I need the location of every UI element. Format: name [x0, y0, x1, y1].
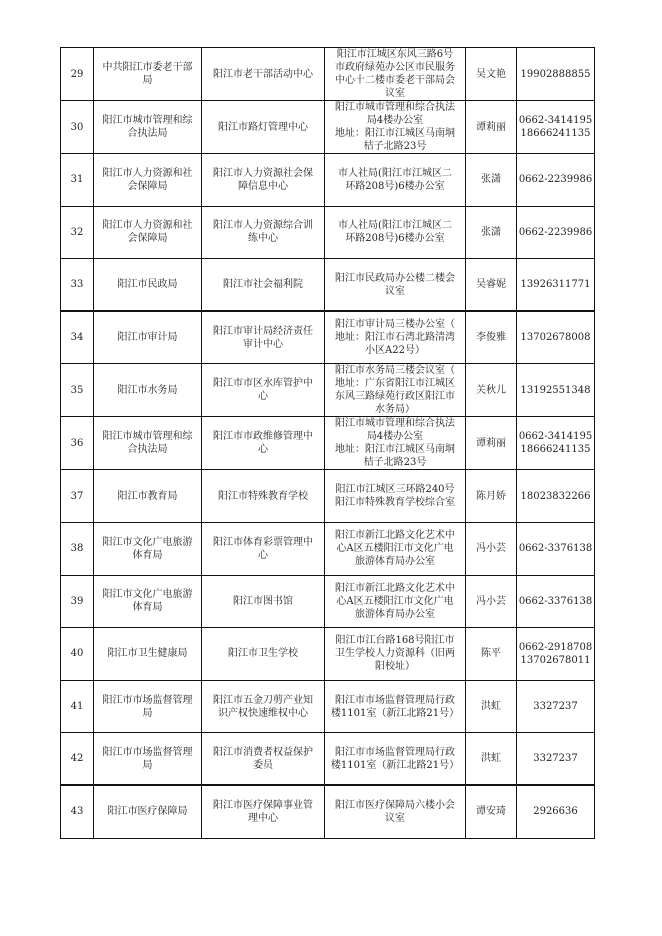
contact-person-cell: 吴文艳 — [466, 48, 517, 101]
address-cell: 阳江市江城区三环路240号 阳江市特殊教育学校综合室 — [325, 470, 466, 523]
department-cell: 阳江市人力资源和社 会保障局 — [94, 154, 202, 207]
contact-person-cell: 谭安琦 — [466, 785, 517, 838]
address-cell: 阳江市市场监督管理局行政 楼1101室（新江北路21号） — [325, 733, 466, 786]
address-cell: 阳江市江城区东风三路6号 市政府绿苑办公区市民服务 中心十二楼市委老干部局会 议室 — [325, 48, 466, 101]
department-cell: 阳江市文化广电旅游 体育局 — [94, 575, 202, 628]
department-cell: 阳江市卫生健康局 — [94, 628, 202, 681]
table-row — [61, 733, 595, 786]
department-cell: 阳江市医疗保障局 — [94, 785, 202, 838]
phone-cell: 0662-3414195 18666241135 — [517, 101, 595, 154]
row-number-cell: 39 — [61, 575, 94, 628]
contact-person-cell: 洪虹 — [466, 680, 517, 733]
hiring-unit-cell: 阳江市社会福利院 — [202, 259, 325, 312]
department-cell: 阳江市文化广电旅游 体育局 — [94, 522, 202, 575]
row-number-cell: 42 — [61, 733, 94, 786]
address-cell: 市人社局(阳江市江城区二 环路208号)6楼办公室 — [325, 206, 466, 259]
row-number-cell: 30 — [61, 101, 94, 154]
table-row — [61, 785, 595, 838]
row-number-cell: 33 — [61, 259, 94, 312]
address-cell: 阳江市城市管理和综合执法 局4楼办公室 地址：阳江市江城区马南垌 桔子北路23号 — [325, 417, 466, 470]
contact-person-cell: 李俊雅 — [466, 311, 517, 364]
hiring-unit-cell: 阳江市五金刀剪产业知 识产权快速维权中心 — [202, 680, 325, 733]
table-row — [61, 522, 595, 575]
row-number-cell: 36 — [61, 417, 94, 470]
table-row — [61, 628, 595, 681]
department-cell: 中共阳江市委老干部 局 — [94, 48, 202, 101]
hiring-unit-cell: 阳江市审计局经济责任 审计中心 — [202, 311, 325, 364]
recruitment-contact-table — [60, 47, 595, 839]
contact-person-cell: 谭莉丽 — [466, 417, 517, 470]
hiring-unit-cell: 阳江市人力资源综合训 练中心 — [202, 206, 325, 259]
address-cell: 阳江市新江北路文化艺术中 心A区五楼阳江市文化广电 旅游体育局办公室 — [325, 522, 466, 575]
hiring-unit-cell: 阳江市老干部活动中心 — [202, 48, 325, 101]
department-cell: 阳江市城市管理和综 合执法局 — [94, 417, 202, 470]
hiring-unit-cell: 阳江市卫生学校 — [202, 628, 325, 681]
department-cell: 阳江市审计局 — [94, 311, 202, 364]
table-row — [61, 259, 595, 312]
address-cell: 阳江市审计局三楼办公室（ 地址：阳江市石湾北路清湾 小区A22号） — [325, 311, 466, 364]
hiring-unit-cell: 阳江市医疗保障事业管 理中心 — [202, 785, 325, 838]
contact-person-cell: 洪虹 — [466, 733, 517, 786]
table-row — [61, 101, 595, 154]
row-number-cell: 35 — [61, 364, 94, 417]
department-cell: 阳江市市场监督管理 局 — [94, 680, 202, 733]
phone-cell: 19902888855 — [517, 48, 595, 101]
address-cell: 阳江市城市管理和综合执法 局4楼办公室 地址：阳江市江城区马南垌 桔子北路23号 — [325, 101, 466, 154]
phone-cell: 13926311771 — [517, 259, 595, 312]
table-row — [61, 417, 595, 470]
address-cell: 阳江市江台路168号阳江市 卫生学校人力资源科（旧两 阳校址） — [325, 628, 466, 681]
row-number-cell: 29 — [61, 48, 94, 101]
contact-person-cell: 张潇 — [466, 154, 517, 207]
hiring-unit-cell: 阳江市消费者权益保护 委员 — [202, 733, 325, 786]
hiring-unit-cell: 阳江市市政维修管理中 心 — [202, 417, 325, 470]
department-cell: 阳江市人力资源和社 会保障局 — [94, 206, 202, 259]
phone-cell: 3327237 — [517, 680, 595, 733]
table-row — [61, 206, 595, 259]
phone-cell: 13192551348 — [517, 364, 595, 417]
row-number-cell: 37 — [61, 470, 94, 523]
row-number-cell: 31 — [61, 154, 94, 207]
table-row — [61, 48, 595, 101]
contact-person-cell: 关秋儿 — [466, 364, 517, 417]
phone-cell: 0662-2239986 — [517, 206, 595, 259]
phone-cell: 0662-2239986 — [517, 154, 595, 207]
phone-cell: 0662-3376138 — [517, 575, 595, 628]
hiring-unit-cell: 阳江市体育彩票管理中 心 — [202, 522, 325, 575]
contact-person-cell: 吴睿妮 — [466, 259, 517, 312]
hiring-unit-cell: 阳江市路灯管理中心 — [202, 101, 325, 154]
address-cell: 市人社局(阳江市江城区二 环路208号)6楼办公室 — [325, 154, 466, 207]
address-cell: 阳江市民政局办公楼二楼会 议室 — [325, 259, 466, 312]
department-cell: 阳江市教育局 — [94, 470, 202, 523]
contact-person-cell: 谭莉丽 — [466, 101, 517, 154]
department-cell: 阳江市市场监督管理 局 — [94, 733, 202, 786]
contact-person-cell: 冯小芸 — [466, 522, 517, 575]
row-number-cell: 34 — [61, 311, 94, 364]
hiring-unit-cell: 阳江市特殊教育学校 — [202, 470, 325, 523]
contact-person-cell: 陈平 — [466, 628, 517, 681]
table-row — [61, 680, 595, 733]
phone-cell: 2926636 — [517, 785, 595, 838]
department-cell: 阳江市民政局 — [94, 259, 202, 312]
contact-person-cell: 张潇 — [466, 206, 517, 259]
row-number-cell: 40 — [61, 628, 94, 681]
phone-cell: 18023832266 — [517, 470, 595, 523]
row-number-cell: 43 — [61, 785, 94, 838]
table-row — [61, 575, 595, 628]
address-cell: 阳江市水务局三楼会议室（ 地址：广东省阳江市江城区 东风三路绿苑行政区阳江市 水务局） — [325, 364, 466, 417]
table-row — [61, 154, 595, 207]
phone-cell: 0662-3414195 18666241135 — [517, 417, 595, 470]
phone-cell: 13702678008 — [517, 311, 595, 364]
table-row — [61, 470, 595, 523]
phone-cell: 3327237 — [517, 733, 595, 786]
row-number-cell: 38 — [61, 522, 94, 575]
phone-cell: 0662-2918708 13702678011 — [517, 628, 595, 681]
row-number-cell: 41 — [61, 680, 94, 733]
contact-person-cell: 冯小芸 — [466, 575, 517, 628]
table-row — [61, 364, 595, 417]
table-row — [61, 311, 595, 364]
phone-cell: 0662-3376138 — [517, 522, 595, 575]
department-cell: 阳江市水务局 — [94, 364, 202, 417]
department-cell: 阳江市城市管理和综 合执法局 — [94, 101, 202, 154]
address-cell: 阳江市医疗保障局六楼小会 议室 — [325, 785, 466, 838]
hiring-unit-cell: 阳江市图书馆 — [202, 575, 325, 628]
hiring-unit-cell: 阳江市市区水库管护中 心 — [202, 364, 325, 417]
address-cell: 阳江市市场监督管理局行政 楼1101室（新江北路21号） — [325, 680, 466, 733]
hiring-unit-cell: 阳江市人力资源社会保 障信息中心 — [202, 154, 325, 207]
contact-person-cell: 陈月娇 — [466, 470, 517, 523]
address-cell: 阳江市新江北路文化艺术中 心A区五楼阳江市文化广电 旅游体育局办公室 — [325, 575, 466, 628]
row-number-cell: 32 — [61, 206, 94, 259]
